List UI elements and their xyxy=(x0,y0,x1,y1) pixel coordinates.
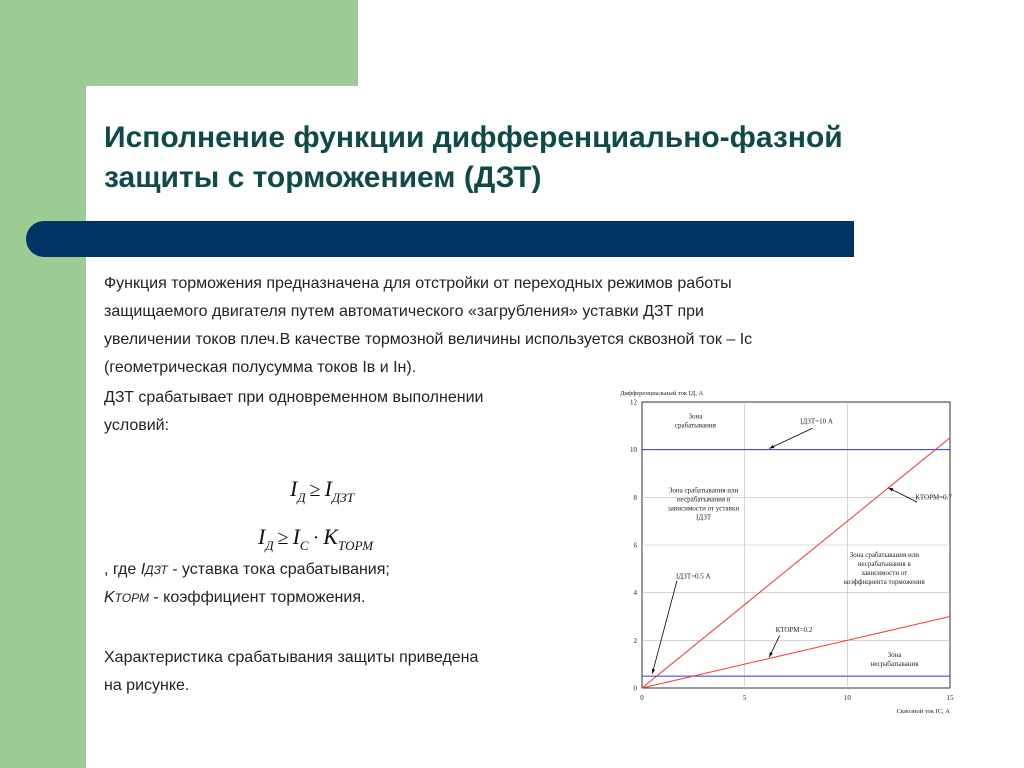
conclusion-line-1: Характеристика срабатывания защиты приведена xyxy=(104,649,479,666)
formula-2-right-sub: C xyxy=(299,538,309,553)
arrow-k07-head xyxy=(888,488,893,492)
arrow-idzt05-head xyxy=(652,669,655,674)
formula-1-left-sub: Д xyxy=(297,490,306,505)
y-tick-label-5: 10 xyxy=(630,446,637,455)
y-tick-label-4: 8 xyxy=(633,493,637,502)
paragraph-line-3: увеличении токов плеч.В качестве тормозной величины используется сквозной ток – Ic xyxy=(104,331,753,348)
definition-ktorm-text: - коэффициент торможения. xyxy=(148,589,366,606)
label-idzt05: IДЗТ=0.5 А xyxy=(676,572,711,581)
formula-2-op: ≥ xyxy=(277,527,289,549)
title-underline-bar xyxy=(26,221,854,257)
formula-2-right: I xyxy=(292,524,300,549)
definition-idzt-text: - уставка тока срабатывания; xyxy=(167,561,390,578)
arrow-idzt10 xyxy=(769,428,812,448)
arrow-idzt10-head xyxy=(769,445,774,449)
zone-setting-label-line-3: IДЗТ xyxy=(696,513,712,522)
definition-ktorm xyxy=(104,584,365,612)
arrow-k07 xyxy=(888,488,917,502)
y-tick-label-6: 12 xyxy=(630,398,637,407)
arrow-idzt05 xyxy=(652,581,677,674)
formula-2 xyxy=(258,524,374,553)
definition-idzt-sub: ДЗТ xyxy=(145,563,168,577)
formula-2-k-sub: ТОРМ xyxy=(337,538,374,553)
x-tick-label-0: 0 xyxy=(640,694,644,702)
slide-title: Исполнение функции дифференциально-фазной защиты с торможением (ДЗТ) xyxy=(104,121,843,194)
condition-intro-line-1: ДЗТ срабатывает при одновременном выполнении xyxy=(104,389,484,406)
zone-notrip-label-line-1: несрабатывания xyxy=(870,660,919,669)
decor-green-left xyxy=(0,0,86,768)
zone-trip-label-line-1: срабатывания xyxy=(674,421,716,430)
characteristic-chart xyxy=(606,384,966,718)
decor-green-top xyxy=(86,0,358,86)
zone-setting-label-line-1: несрабатывания в xyxy=(677,495,731,504)
label-idzt10: IДЗТ=10 А xyxy=(800,417,833,426)
label-k07: КТОРМ=0.7 xyxy=(915,493,952,502)
x-axis-label: Сквозной ток IС, А xyxy=(896,708,950,715)
zone-coef-label-line-1: несрабатывания в xyxy=(857,559,911,568)
formula-2-dot: · xyxy=(312,527,320,549)
zone-coef-label-line-0: Зона срабатывания или xyxy=(849,550,919,559)
paragraph-line-2: защищаемого двигателя путем автоматического «загрубления» уставки ДЗТ при xyxy=(104,303,704,320)
y-axis-label: Дифференциальный ток IД, А xyxy=(620,390,704,397)
formula-1-right: I xyxy=(324,476,332,501)
formula-2-left-sub: Д xyxy=(265,538,274,553)
zone-coef-label-line-2: зависимости от xyxy=(861,568,908,577)
condition-intro-line-2: условий: xyxy=(104,417,170,434)
zone-notrip-label-line-0: Зона xyxy=(887,651,902,660)
definition-idzt-symbol: I xyxy=(140,561,146,578)
formula-2-left: I xyxy=(258,524,266,549)
x-tick-label-3: 15 xyxy=(946,694,954,702)
label-k02: КТОРМ=0.2 xyxy=(775,625,813,634)
formula-2-k: K xyxy=(323,524,338,549)
paragraph-line-4: (геометрическая полусумма токов Iв и Iн). xyxy=(104,359,417,376)
y-tick-label-1: 2 xyxy=(633,636,637,645)
formula-1-op: ≥ xyxy=(309,479,321,501)
x-tick-label-1: 5 xyxy=(742,694,747,702)
y-tick-label-2: 4 xyxy=(633,589,637,598)
zone-trip-label-line-0: Зона xyxy=(688,412,703,421)
paragraph-line-1: Функция торможения предназначена для отстройки от переходных режимов работы xyxy=(104,275,732,292)
formula-1-left: I xyxy=(290,476,298,501)
formula-1 xyxy=(290,476,355,505)
zone-setting-label-line-2: зависимости от уставки xyxy=(668,504,740,513)
zone-coef-label-line-3: коэффициента торможения xyxy=(843,577,925,586)
definition-idzt-prefix: , где xyxy=(104,561,141,578)
definition-idzt xyxy=(104,556,390,584)
zone-setting-label-line-0: Зона срабатывания или xyxy=(668,486,739,495)
definition-ktorm-symbol: K xyxy=(104,589,115,606)
y-tick-label-0: 0 xyxy=(633,684,637,693)
definition-ktorm-sub: ТОРМ xyxy=(114,591,149,605)
formula-1-right-sub: ДЗТ xyxy=(331,490,355,505)
conclusion-line-2: на рисунке. xyxy=(104,677,190,694)
x-tick-label-2: 10 xyxy=(843,694,851,702)
arrow-k02-head xyxy=(769,652,773,657)
y-tick-label-3: 6 xyxy=(633,541,637,550)
